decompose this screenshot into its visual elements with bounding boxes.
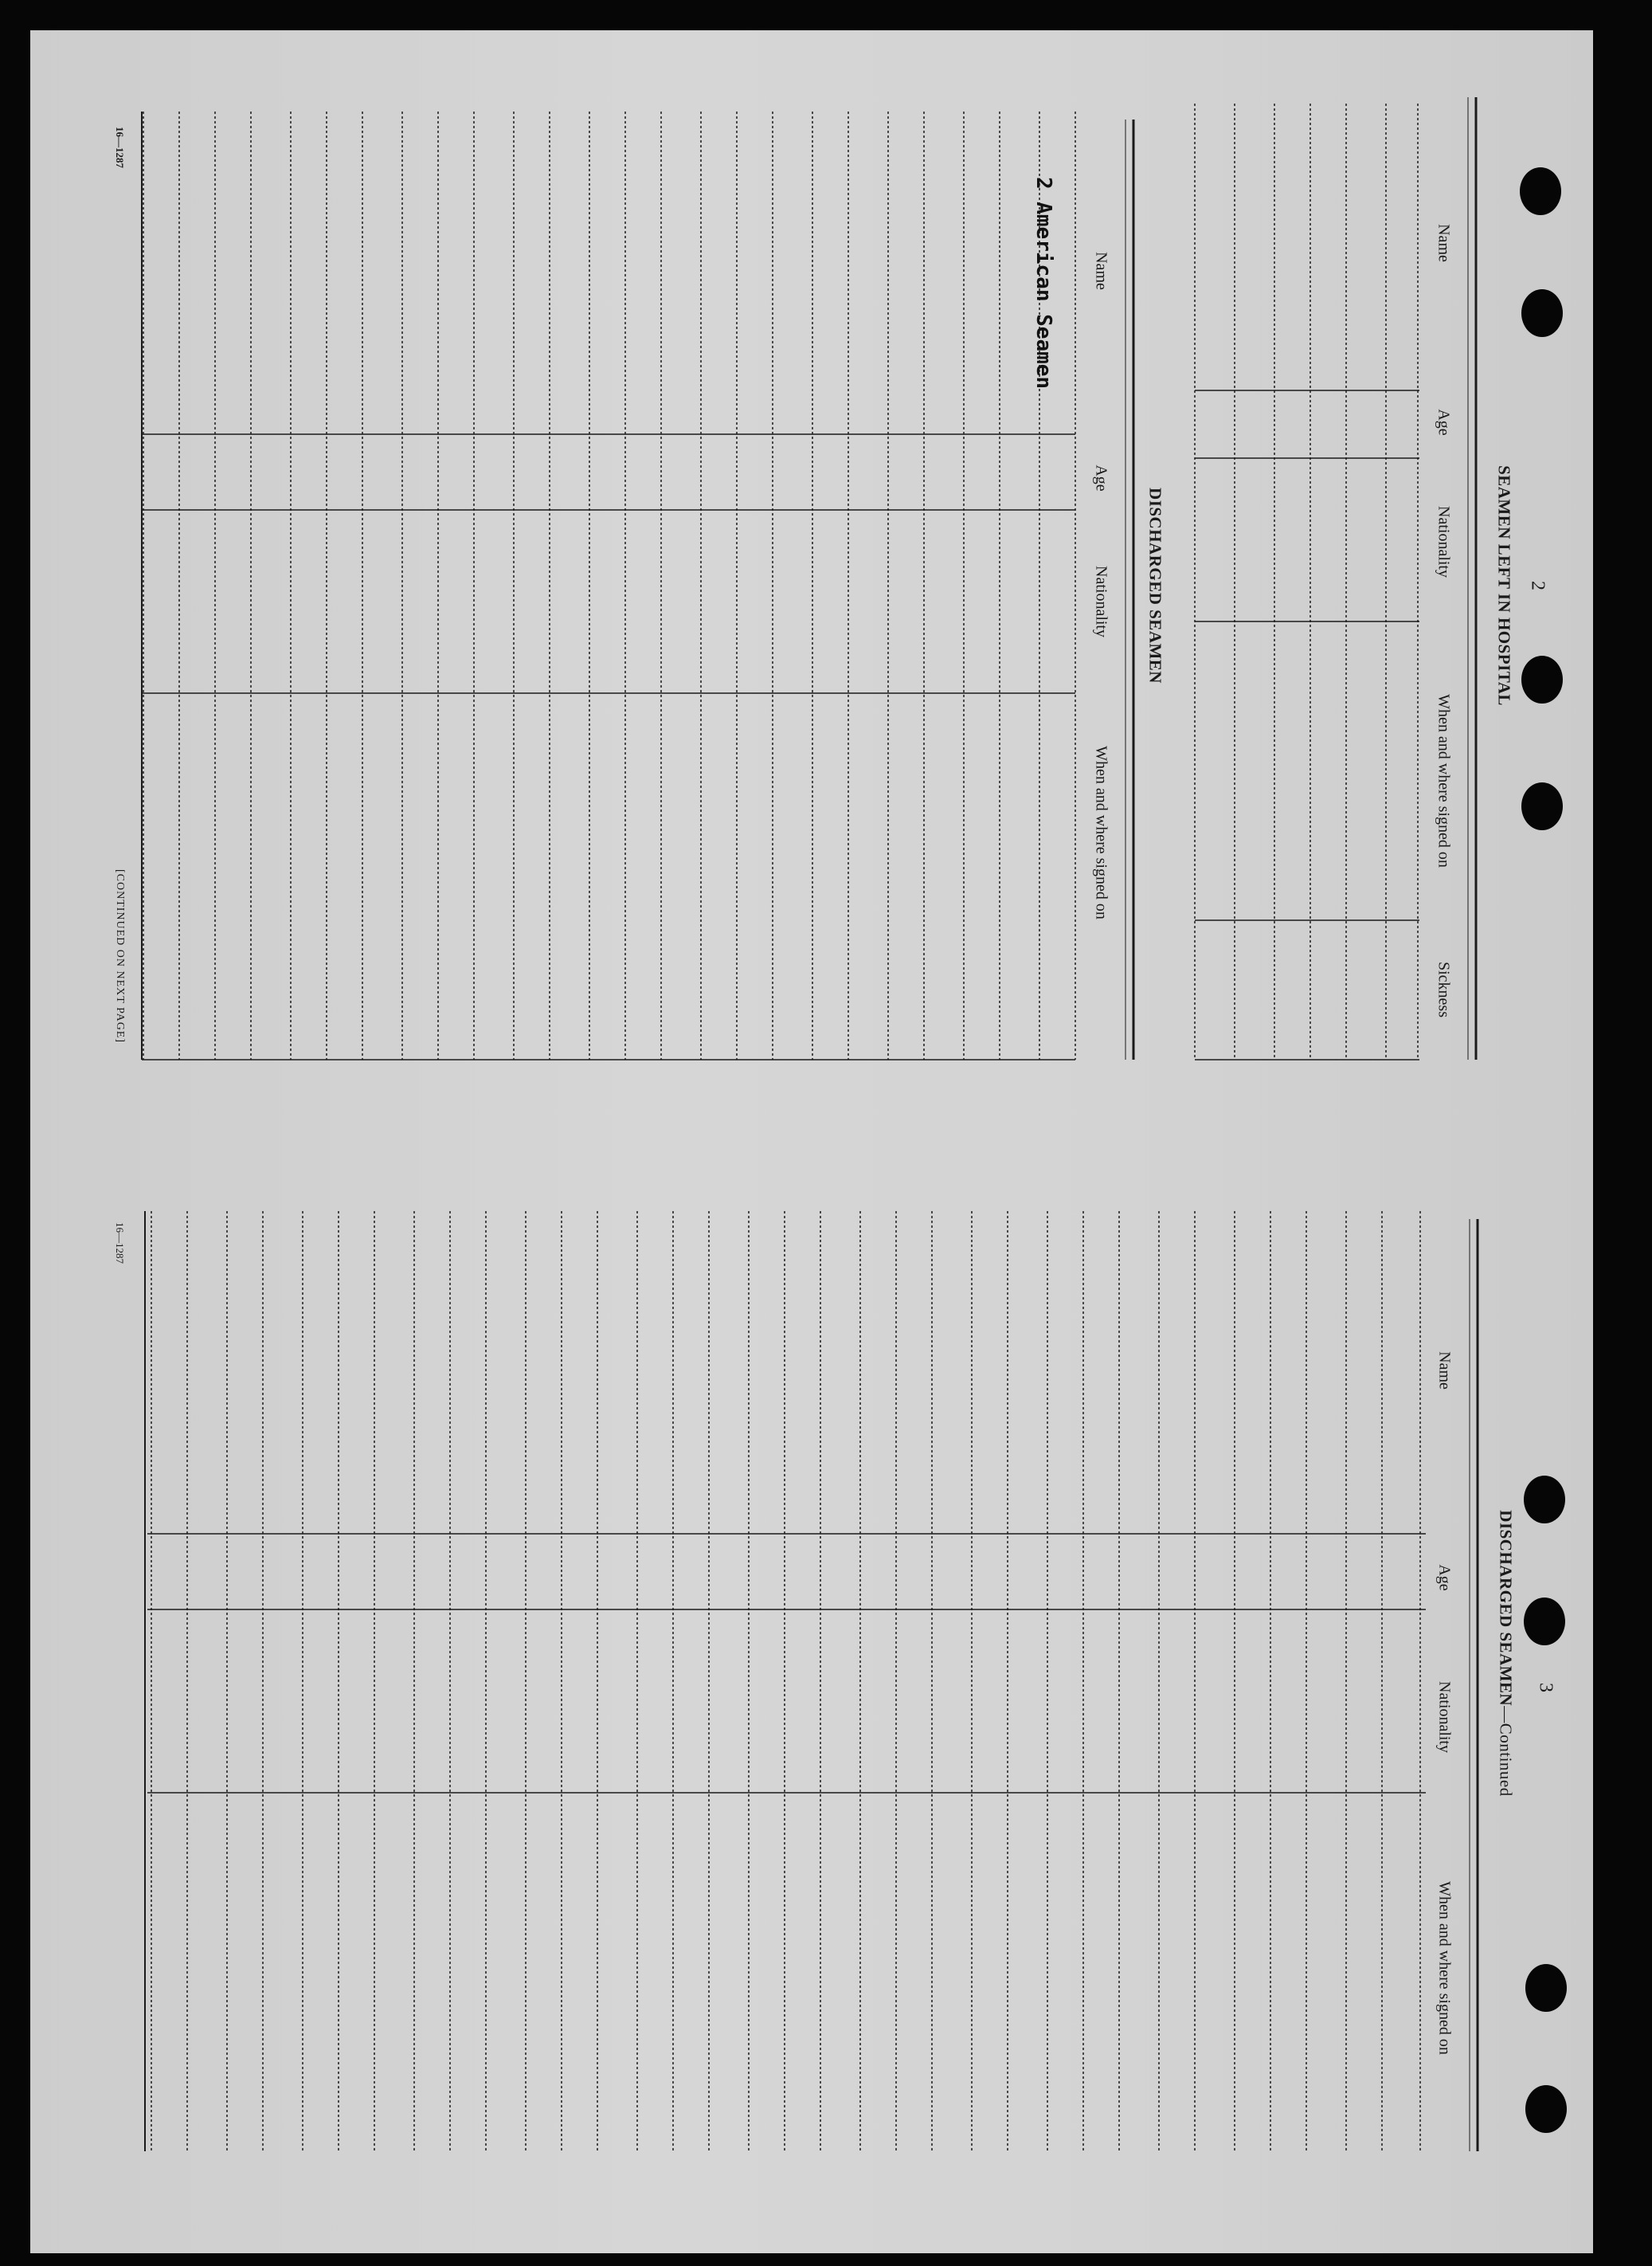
- page-number: 2: [1527, 581, 1548, 590]
- column-header-nationality: Nationality: [1435, 506, 1453, 578]
- form-number: 16—1287: [114, 127, 126, 168]
- column-header-signed-on: When and where signed on: [1435, 1881, 1454, 2055]
- column-header-nationality: Nationality: [1092, 566, 1110, 637]
- hospital-section-title: SEAMEN LEFT IN HOSPITAL: [1494, 465, 1514, 706]
- column-header-age: Age: [1092, 465, 1110, 492]
- title-suffix: —Continued: [1496, 1706, 1516, 1797]
- column-header-age: Age: [1435, 1564, 1454, 1591]
- form-number: 16—1287: [114, 1222, 126, 1264]
- discharged-entry: 2 American Seamen: [1032, 176, 1055, 390]
- column-header-signed-on: When and where signed on: [1092, 746, 1110, 919]
- page-number: 3: [1535, 1683, 1556, 1692]
- column-header-signed-on: When and where signed on: [1435, 694, 1453, 868]
- column-header-age: Age: [1435, 409, 1453, 436]
- right-page-title: [1496, 1510, 1516, 1796]
- column-header-name: Name: [1435, 1351, 1454, 1390]
- column-header-name: Name: [1435, 224, 1453, 262]
- continued-note: [CONTINUED ON NEXT PAGE]: [114, 868, 126, 1044]
- column-header-nationality: Nationality: [1435, 1681, 1454, 1753]
- column-header-name: Name: [1092, 252, 1110, 290]
- title-main: DISCHARGED SEAMEN: [1496, 1510, 1516, 1707]
- column-header-sickness: Sickness: [1435, 962, 1453, 1017]
- discharged-section-title: DISCHARGED SEAMEN: [1145, 488, 1165, 684]
